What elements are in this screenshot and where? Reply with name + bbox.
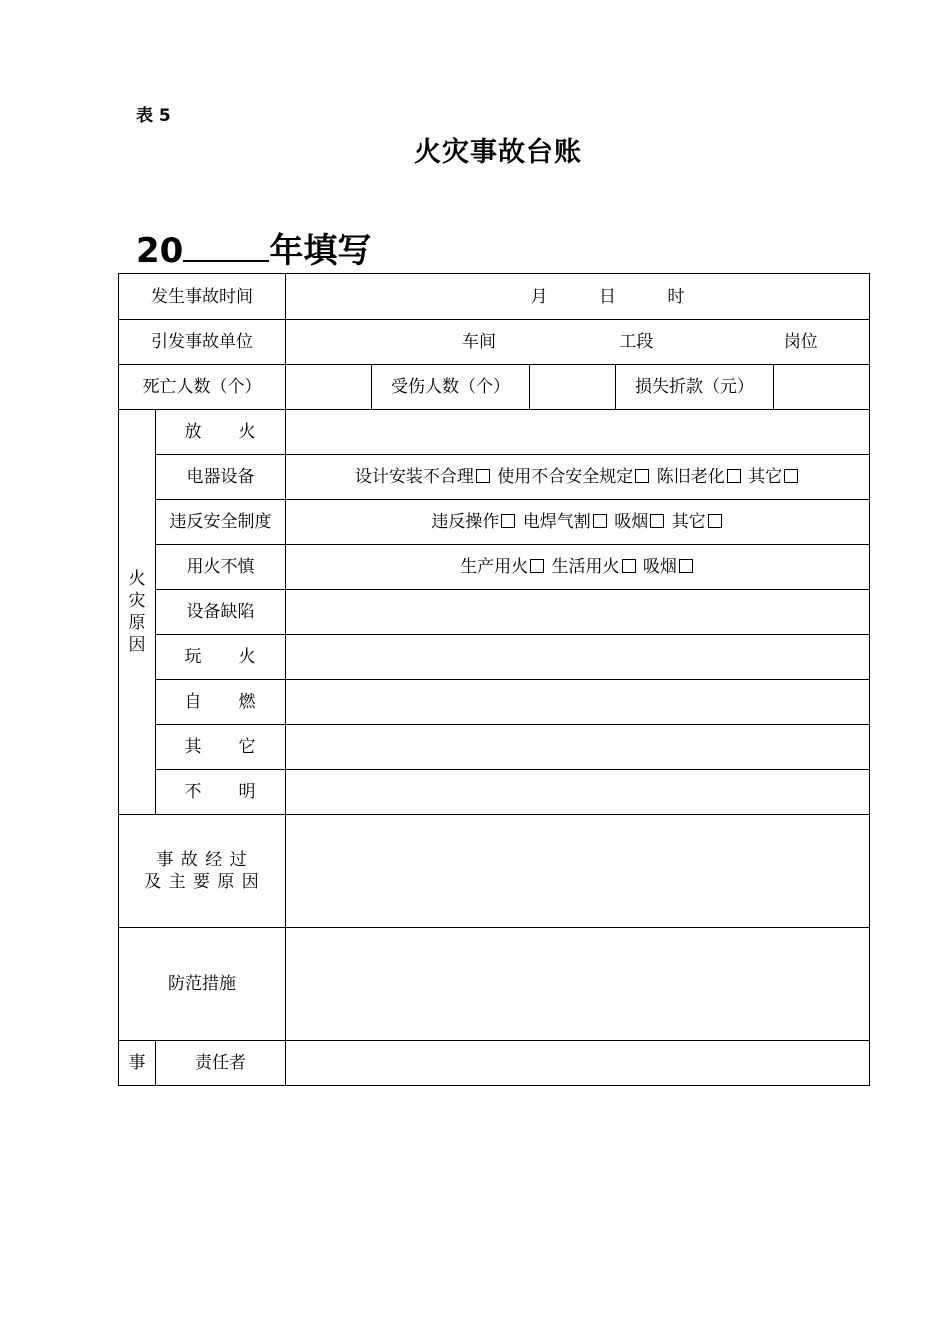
checkbox[interactable]: [476, 469, 490, 483]
table-row: [119, 410, 870, 455]
other-field[interactable]: [286, 725, 870, 770]
unit-label: 引发事故单位: [119, 320, 286, 365]
cause-unknown: 不 明: [156, 770, 286, 815]
cause-defect: 设备缺陷: [156, 590, 286, 635]
time-label: 发生事故时间: [119, 274, 286, 320]
playing-field[interactable]: [286, 635, 870, 680]
section-label: 工段: [619, 332, 654, 352]
process-label: 事 故 经 过 及 主 要 原 因: [119, 815, 286, 928]
process-field[interactable]: [286, 815, 870, 928]
table-row: [119, 365, 870, 410]
electrical-options: 设计安装不合理 使用不合安全规定 陈旧老化 其它: [286, 455, 870, 500]
table-row: [119, 320, 870, 365]
arson-field[interactable]: [286, 410, 870, 455]
checkbox[interactable]: [784, 469, 798, 483]
table-row: [119, 590, 870, 635]
table-row: [119, 274, 870, 320]
table-row: [119, 815, 870, 928]
deaths-label: 死亡人数（个）: [119, 365, 286, 410]
defect-field[interactable]: [286, 590, 870, 635]
cause-careless: 用火不慎: [156, 545, 286, 590]
table-row: [119, 1041, 870, 1086]
responsibility-group-label: 事: [119, 1041, 156, 1086]
year-prefix: 20: [136, 231, 184, 271]
loss-label: 损失折款（元）: [616, 365, 774, 410]
responsible-field[interactable]: [286, 1041, 870, 1086]
checkbox[interactable]: [501, 514, 515, 528]
table-row: [119, 500, 870, 545]
page-title: 火灾事故台账: [414, 137, 582, 168]
cause-electrical: 电器设备: [156, 455, 286, 500]
table-row: [119, 545, 870, 590]
day-label: 日: [599, 286, 617, 307]
table-row: [119, 928, 870, 1041]
table-row: [119, 725, 870, 770]
table-row: [119, 770, 870, 815]
checkbox[interactable]: [727, 469, 741, 483]
deaths-field[interactable]: [286, 365, 372, 410]
year-suffix: 年填写: [269, 231, 372, 271]
post-label: 岗位: [783, 332, 818, 352]
unknown-field[interactable]: [286, 770, 870, 815]
table-row: [119, 455, 870, 500]
cause-violation: 违反安全制度: [156, 500, 286, 545]
checkbox[interactable]: [635, 469, 649, 483]
cause-arson: 放 火: [156, 410, 286, 455]
time-field[interactable]: [286, 274, 870, 320]
workshop-label: 车间: [462, 332, 496, 352]
table-number-label: 表 5: [136, 106, 171, 126]
violation-options: 违反操作 电焊气割 吸烟 其它: [286, 500, 870, 545]
year-blank[interactable]: [183, 230, 269, 262]
checkbox[interactable]: [650, 514, 664, 528]
table-row: [119, 635, 870, 680]
cause-other: 其 它: [156, 725, 286, 770]
month-label: 月: [530, 286, 548, 307]
cause-playing: 玩 火: [156, 635, 286, 680]
loss-field[interactable]: [774, 365, 870, 410]
injured-field[interactable]: [530, 365, 616, 410]
responsible-label: 责任者: [156, 1041, 286, 1086]
fire-ledger-table: [118, 273, 870, 1086]
checkbox[interactable]: [593, 514, 607, 528]
table-row: [119, 680, 870, 725]
fire-cause-group-label: 火 灾 原 因: [119, 410, 156, 815]
checkbox[interactable]: [679, 559, 693, 573]
year-line: [136, 223, 371, 272]
spontaneous-field[interactable]: [286, 680, 870, 725]
unit-field[interactable]: [286, 320, 870, 365]
checkbox[interactable]: [622, 559, 636, 573]
hour-label: 时: [667, 286, 685, 307]
careless-options: 生产用火 生活用火 吸烟: [286, 545, 870, 590]
prevention-label: 防范措施: [119, 928, 286, 1041]
injured-label: 受伤人数（个）: [372, 365, 530, 410]
checkbox[interactable]: [708, 514, 722, 528]
cause-spontaneous: 自 燃: [156, 680, 286, 725]
prevention-field[interactable]: [286, 928, 870, 1041]
checkbox[interactable]: [530, 559, 544, 573]
